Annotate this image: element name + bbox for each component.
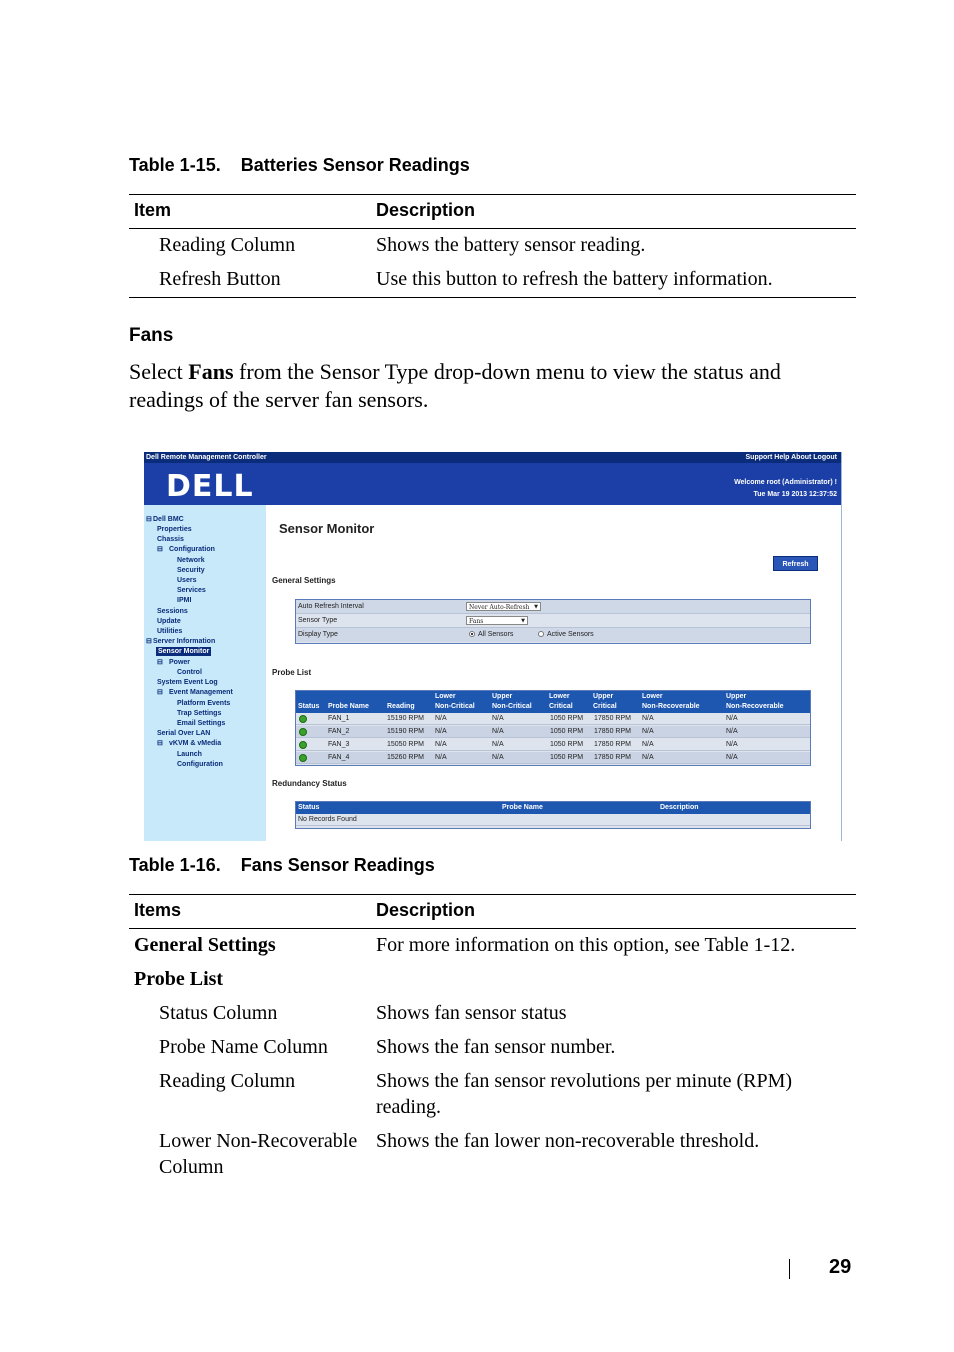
status-ok-icon (299, 728, 307, 736)
refresh-button[interactable]: Refresh (773, 556, 818, 571)
probe-lc: 1050 RPM (550, 741, 584, 748)
top-bar (144, 452, 841, 463)
table-16-caption-title: Fans Sensor Readings (240, 855, 435, 875)
radio-unchecked-icon[interactable] (538, 631, 544, 637)
probe-list-table (295, 690, 811, 766)
nav-item-users[interactable]: Users (177, 577, 197, 584)
sidebar (144, 505, 266, 841)
header-probe-name: Probe Name (502, 804, 543, 811)
table-cell-item: Reading Column (159, 234, 296, 256)
probe-uc: 17850 RPM (594, 754, 631, 761)
nav-item-chassis[interactable]: Chassis (157, 536, 184, 543)
welcome-block (734, 477, 837, 501)
column-header-description: Description (371, 895, 856, 929)
table-row (296, 739, 810, 751)
table-row (129, 229, 856, 264)
general-settings-panel (295, 599, 811, 644)
paragraph-text: Select (129, 359, 189, 384)
fans-paragraph (129, 358, 849, 414)
section-heading-fans: Fans (129, 325, 174, 346)
table-cell-description: Shows the fan lower non-recoverable threshold. (376, 1130, 760, 1152)
table-row (296, 814, 810, 826)
page-number: 29 (829, 1256, 852, 1278)
table-cell-item: Probe Name Column (159, 1036, 328, 1058)
paragraph-bold-text: Fans (188, 359, 234, 384)
status-ok-icon (299, 754, 307, 762)
nav-item-serial-over-lan[interactable]: Serial Over LAN (157, 730, 211, 737)
probe-lnr: N/A (642, 728, 654, 735)
radio-all-sensors[interactable] (469, 628, 513, 642)
table-cell-item: Lower Non-Recoverable Column (159, 1130, 358, 1178)
nav-item-dell-bmc[interactable]: Dell BMC (153, 516, 184, 523)
chevron-down-icon: ▼ (521, 618, 525, 624)
nav-item-configuration[interactable]: Configuration (169, 546, 215, 553)
table-row (129, 1065, 856, 1125)
probe-lnr: N/A (642, 754, 654, 761)
fans-sensor-table (129, 894, 856, 1185)
table-cell-description: Use this button to refresh the battery information. (371, 263, 856, 298)
header-description: Description (660, 804, 699, 811)
nav-item-platform-events[interactable]: Platform Events (177, 700, 231, 707)
probe-unr: N/A (726, 741, 738, 748)
batteries-sensor-table (129, 194, 856, 298)
settings-row (296, 614, 810, 628)
sensor-type-value: Fans (469, 618, 484, 625)
auto-refresh-value: Never Auto-Refresh (469, 604, 530, 611)
probe-lnr: N/A (642, 741, 654, 748)
table-row (296, 713, 810, 725)
probe-uc: 17850 RPM (594, 715, 631, 722)
header-lower-non-critical: Lower Non-Critical (435, 693, 475, 710)
column-header-items: Items (129, 895, 371, 929)
probe-lnc: N/A (435, 754, 447, 761)
header-lower-non-recoverable: Lower Non-Recoverable (642, 693, 700, 710)
nav-item-security[interactable]: Security (177, 567, 205, 574)
probe-reading: 15050 RPM (387, 741, 424, 748)
nav-item-network[interactable]: Network (177, 557, 205, 564)
chevron-down-icon: ▼ (534, 604, 538, 610)
table-cell-item: Refresh Button (129, 263, 371, 298)
probe-name: FAN_4 (328, 754, 350, 761)
table-row (129, 1031, 856, 1065)
tree-toggle-icon[interactable]: ⊟ (146, 516, 152, 523)
auto-refresh-select[interactable] (466, 602, 541, 611)
probe-unc: N/A (492, 754, 504, 761)
nav-item-server-information[interactable]: Server Information (153, 638, 216, 645)
app-title: Dell Remote Management Controller (146, 454, 267, 461)
probe-unr: N/A (726, 728, 738, 735)
header-reading: Reading (387, 703, 415, 710)
probe-uc: 17850 RPM (594, 741, 631, 748)
probe-unr: N/A (726, 754, 738, 761)
table-cell-group: Probe List (134, 968, 224, 990)
probe-reading: 15190 RPM (387, 715, 424, 722)
table-row (129, 963, 856, 997)
redundancy-status-label: Redundancy Status (272, 779, 347, 788)
nav-item-update[interactable]: Update (157, 618, 181, 625)
welcome-text: Welcome root (Administrator) ! (734, 479, 837, 486)
probe-lc: 1050 RPM (550, 728, 584, 735)
header-lower-critical: Lower Critical (549, 693, 573, 710)
table-row (129, 1125, 856, 1185)
dell-logo: DELL (166, 469, 254, 504)
tree-toggle-icon[interactable]: ⊟ (146, 638, 152, 645)
status-ok-icon (299, 741, 307, 749)
table-15-caption-title: Batteries Sensor Readings (240, 155, 470, 175)
nav-item-email-settings[interactable]: Email Settings (177, 720, 226, 727)
sensor-monitor-screenshot (144, 452, 842, 841)
table-row (296, 726, 810, 738)
table-cell-item: Reading Column (159, 1070, 296, 1092)
redundancy-table (295, 801, 811, 829)
probe-uc: 17850 RPM (594, 728, 631, 735)
tree-toggle-icon[interactable]: ⊟ (157, 546, 163, 553)
page-title: Sensor Monitor (279, 521, 375, 536)
nav-item-configuration-vkvm[interactable]: Configuration (177, 761, 223, 768)
nav-item-event-management[interactable]: Event Management (169, 689, 233, 696)
tree-toggle-icon[interactable]: ⊟ (157, 659, 163, 666)
table-16-caption-number: Table 1-16. (129, 855, 221, 875)
table-row (129, 929, 856, 964)
table-cell-description: For more information on this option, see Table 1-12. (376, 934, 796, 956)
header-upper-critical: Upper Critical (593, 693, 617, 710)
table-cell-description: Shows the fan sensor revolutions per minute (RPM) reading. (376, 1070, 793, 1118)
probe-unc: N/A (492, 715, 504, 722)
probe-name: FAN_2 (328, 728, 350, 735)
nav-item-properties[interactable]: Properties (157, 526, 192, 533)
probe-name: FAN_3 (328, 741, 350, 748)
auto-refresh-label: Auto Refresh Interval (298, 603, 364, 610)
header-status: Status (298, 804, 320, 811)
date-time: Tue Mar 19 2013 12:37:52 (753, 491, 837, 498)
header-probe-name: Probe Name (328, 703, 369, 710)
probe-name: FAN_1 (328, 715, 350, 722)
probe-lnr: N/A (642, 715, 654, 722)
status-ok-icon (299, 715, 307, 723)
column-header-description: Description (371, 195, 856, 229)
page-number-divider (789, 1259, 790, 1279)
nav-item-sensor-monitor[interactable]: Sensor Monitor (158, 648, 210, 655)
nav-item-power[interactable]: Power (169, 659, 191, 666)
probe-reading: 15190 RPM (387, 728, 424, 735)
header-status: Status (298, 703, 320, 710)
nav-item-trap-settings[interactable]: Trap Settings (177, 710, 222, 717)
paragraph-text: from the Sensor Type drop-down menu to view the status and readings of the server fan sensors. (129, 359, 781, 412)
table-row (129, 997, 856, 1031)
table-row (129, 263, 856, 298)
nav-item-utilities[interactable]: Utilities (157, 628, 183, 635)
no-records-text: No Records Found (298, 816, 357, 823)
header-upper-non-critical: Upper Non-Critical (492, 693, 532, 710)
probe-lnc: N/A (435, 715, 447, 722)
probe-lnc: N/A (435, 741, 447, 748)
probe-unc: N/A (492, 728, 504, 735)
table-cell-description: Shows the fan sensor number. (376, 1036, 616, 1058)
nav-item-control[interactable]: Control (177, 669, 202, 676)
nav-item-ipmi[interactable]: IPMI (177, 597, 192, 604)
nav-item-vkvm-vmedia[interactable]: vKVM & vMedia (169, 740, 222, 747)
table-row (296, 752, 810, 764)
nav-item-services[interactable]: Services (177, 587, 206, 594)
header-upper-non-recoverable: Upper Non-Recoverable (726, 693, 784, 710)
probe-unr: N/A (726, 715, 738, 722)
nav-item-launch[interactable]: Launch (177, 751, 202, 758)
display-type-label: Display Type (298, 631, 338, 638)
table-15-caption (129, 155, 470, 176)
redundancy-table-header (296, 802, 810, 814)
probe-unc: N/A (492, 741, 504, 748)
tree-toggle-icon[interactable]: ⊟ (157, 740, 163, 747)
radio-all-sensors-label: All Sensors (478, 631, 514, 638)
table-15-caption-number: Table 1-15. (129, 155, 221, 175)
settings-row (296, 628, 810, 642)
top-links[interactable]: Support Help About Logout (745, 454, 837, 461)
radio-active-sensors[interactable] (538, 628, 594, 642)
table-16-caption (129, 855, 435, 876)
probe-lnc: N/A (435, 728, 447, 735)
table-cell-description: Shows the battery sensor reading. (376, 234, 646, 256)
nav-item-sessions[interactable]: Sessions (157, 608, 188, 615)
nav-item-system-event-log[interactable]: System Event Log (157, 679, 218, 686)
column-header-item: Item (129, 195, 371, 229)
sensor-type-label: Sensor Type (298, 617, 338, 624)
probe-reading: 15260 RPM (387, 754, 424, 761)
header-banner (144, 463, 841, 505)
sensor-type-select[interactable] (466, 616, 528, 625)
table-cell-item: General Settings (134, 934, 276, 956)
table-cell-description: Shows fan sensor status (376, 1002, 567, 1024)
probe-lc: 1050 RPM (550, 754, 584, 761)
probe-lc: 1050 RPM (550, 715, 584, 722)
radio-active-sensors-label: Active Sensors (547, 631, 594, 638)
probe-list-label: Probe List (272, 668, 312, 677)
radio-checked-icon[interactable] (469, 631, 475, 637)
table-cell-item: Status Column (159, 1002, 278, 1024)
tree-toggle-icon[interactable]: ⊟ (157, 689, 163, 696)
general-settings-label: General Settings (272, 576, 336, 585)
settings-row (296, 600, 810, 614)
probe-table-header (296, 691, 810, 713)
